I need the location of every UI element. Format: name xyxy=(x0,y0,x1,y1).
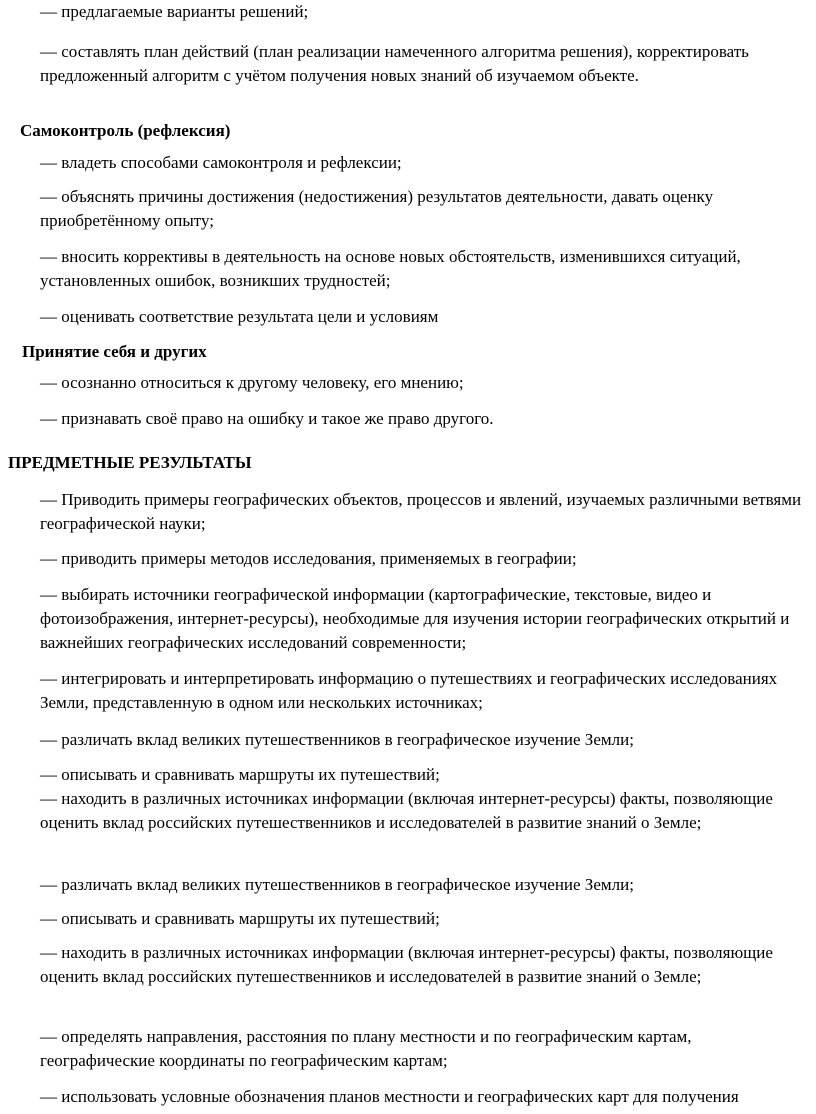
list-item: — предлагаемые варианты решений; xyxy=(40,2,309,21)
list-item: — приводить примеры методов исследования, применяемых в географии; xyxy=(40,549,577,568)
list-item: — составлять план действий (план реализации намеченного алгоритма решения), корректировать предложенный алгоритм с учётом получения новых знаний об изучаемом объекте. xyxy=(40,42,749,85)
section-heading-self-control: Самоконтроль (рефлексия) xyxy=(20,121,231,140)
list-item: — использовать условные обозначения планов местности и географических карт для получения xyxy=(40,1087,739,1106)
list-item: — оценивать соответствие результата цели и условиям xyxy=(40,307,439,326)
list-item: — Приводить примеры географических объектов, процессов и явлений, изучаемых различными ветвями географической науки; xyxy=(40,490,802,533)
list-item: — находить в различных источниках информации (включая интернет-ресурсы) факты, позволяющие оценить вклад российских путешественников и исследователей в развитие знаний о Земле; xyxy=(40,943,773,986)
section-heading-acceptance: Принятие себя и других xyxy=(22,342,207,361)
list-item: — вносить коррективы в деятельность на основе новых обстоятельств, изменившихся ситуаций, установленных ошибок, возникших трудностей; xyxy=(40,247,741,290)
list-item: — различать вклад великих путешественников в географическое изучение Земли; xyxy=(40,875,634,894)
section-heading-subject-results: ПРЕДМЕТНЫЕ РЕЗУЛЬТАТЫ xyxy=(8,453,252,472)
list-item: — различать вклад великих путешественников в географическое изучение Земли; xyxy=(40,730,634,749)
list-item: — находить в различных источниках информации (включая интернет-ресурсы) факты, позволяющие оценить вклад российских путешественников и исследователей в развитие знаний о Земле; xyxy=(40,789,773,832)
list-item: — определять направления, расстояния по плану местности и по географическим картам, географические координаты по географическим картам; xyxy=(40,1027,692,1070)
list-item: — признавать своё право на ошибку и такое же право другого. xyxy=(40,409,494,428)
list-item: — интегрировать и интерпретировать информацию о путешествиях и географических исследованиях Земли, представленную в одном или нескольких источниках; xyxy=(40,669,778,712)
list-item: — описывать и сравнивать маршруты их путешествий; xyxy=(40,765,440,784)
list-item: — описывать и сравнивать маршруты их путешествий; xyxy=(40,909,440,928)
list-item: — осознанно относиться к другому человеку, его мнению; xyxy=(40,373,464,392)
list-item: — выбирать источники географической информации (картографические, текстовые, видео и фотоизображения, интернет-ресурсы), необходимые для изучения истории географических открытий и важнейших географических исследований современности; xyxy=(40,585,790,652)
list-item: — объяснять причины достижения (недостижения) результатов деятельности, давать оценку приобретённому опыту; xyxy=(40,187,714,230)
list-item: — владеть способами самоконтроля и рефлексии; xyxy=(40,153,402,172)
